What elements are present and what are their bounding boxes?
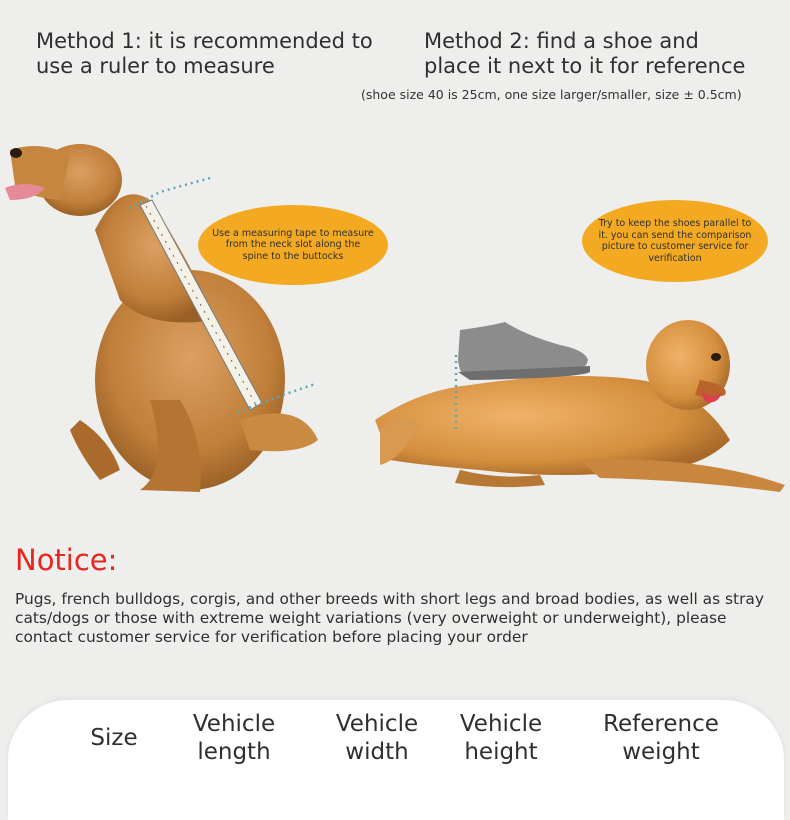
shoe-size-note: (shoe size 40 is 25cm, one size larger/smaller, size ± 0.5cm) (361, 87, 742, 102)
notice-body: Pugs, french bulldogs, corgis, and other breeds with short legs and broad bodies, as well as stray cats/dogs or those with extreme weight variations (very overweight or underweight), please contact customer service for verification before placing your order (15, 590, 764, 646)
notice-title: Notice: (15, 543, 118, 577)
header-vehicle-length: Vehicle length (192, 711, 276, 765)
header-size: Size (90, 725, 138, 751)
sitting-dog-image (5, 144, 318, 492)
shoe-tip-bubble: Try to keep the shoes parallel to it. you can send the comparison picture to customer service for verification (582, 200, 768, 282)
lying-dog-image (375, 320, 785, 492)
method-2-text: Method 2: find a shoe and place it next to it for reference (424, 29, 746, 78)
measure-tip-bubble: Use a measuring tape to measure from the neck slot along the spine to the buttocks (198, 205, 388, 285)
method-1-text: Method 1: it is recommended to use a ruler to measure (36, 29, 373, 78)
header-vehicle-height: Vehicle height (459, 711, 543, 765)
header-reference-weight: Reference weight (603, 711, 719, 765)
header-vehicle-width: Vehicle width (335, 711, 419, 765)
shoe-image (458, 322, 590, 380)
